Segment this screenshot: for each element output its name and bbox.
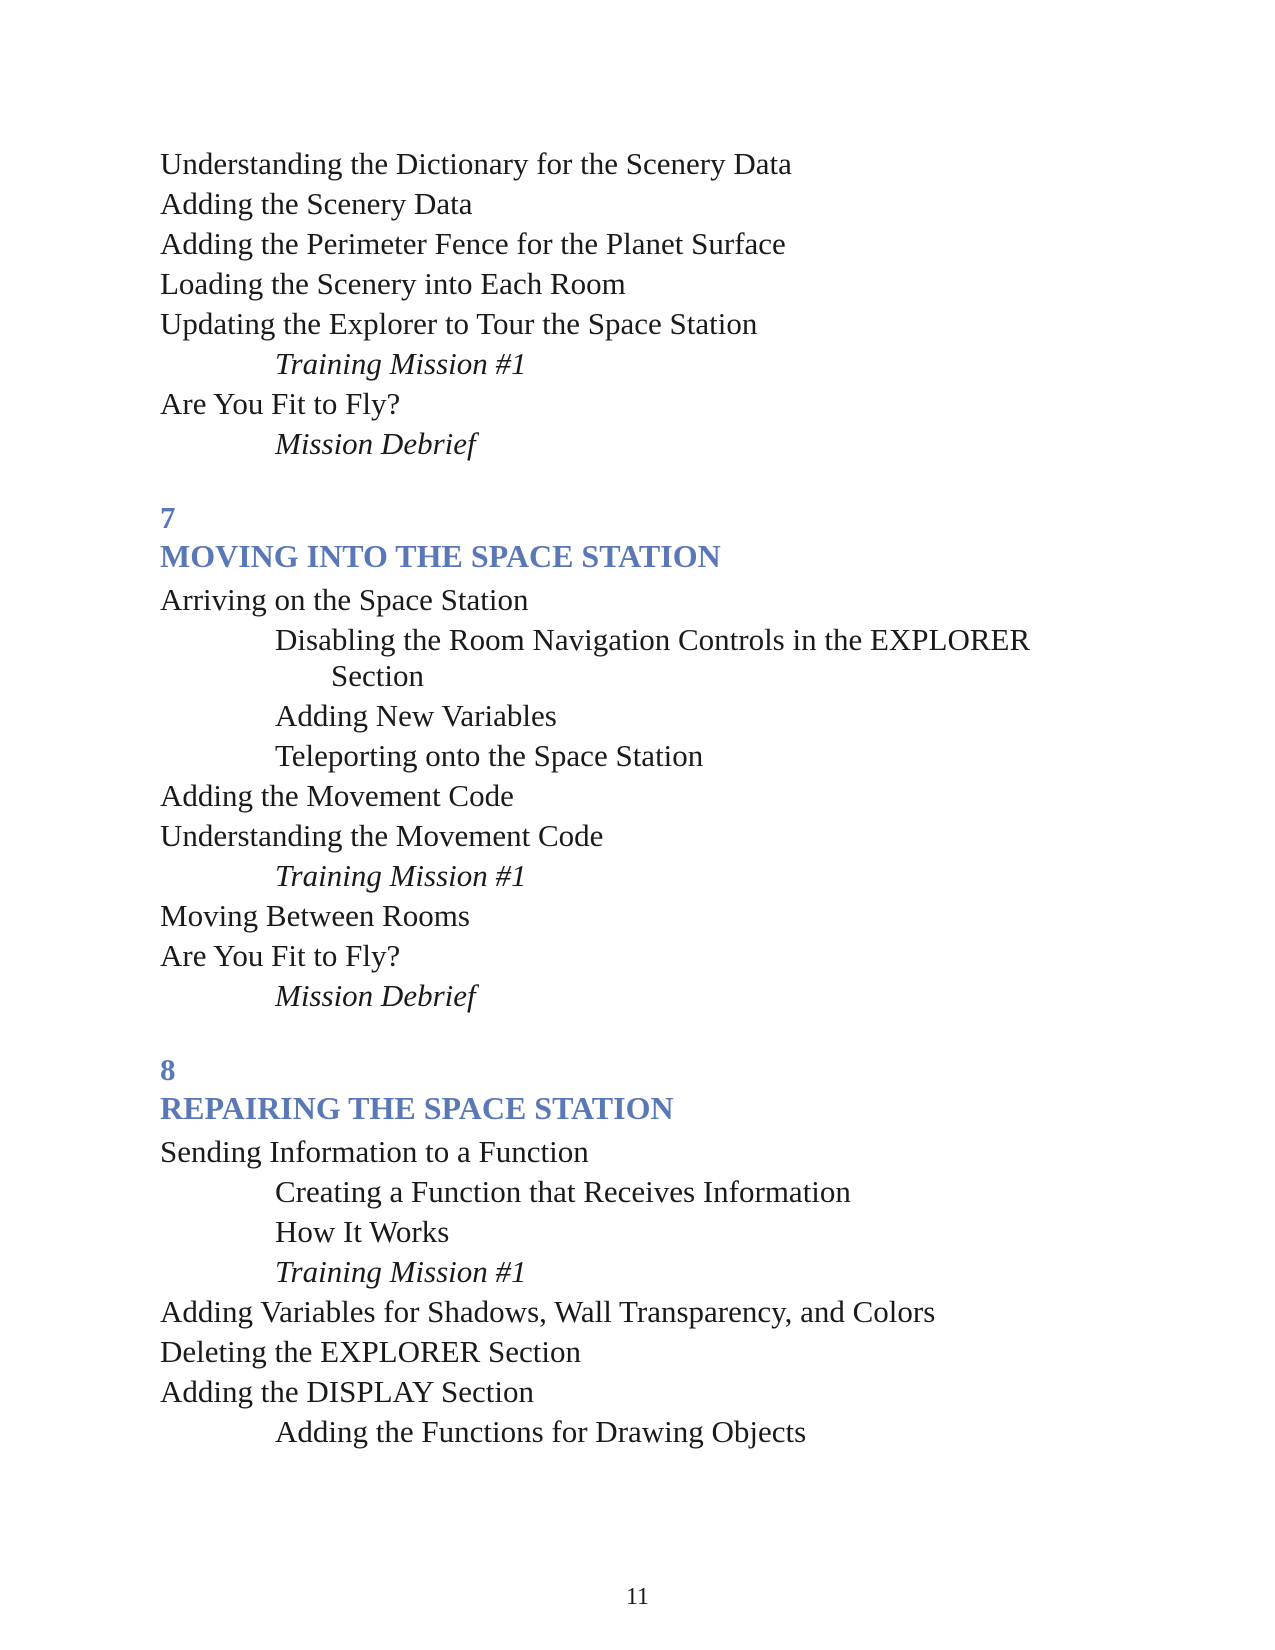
toc-subentry[interactable]: Adding New Variables	[275, 698, 557, 733]
chapter-title[interactable]: MOVING INTO THE SPACE STATION	[160, 538, 721, 574]
page-number: 11	[625, 1584, 650, 1610]
toc-entry[interactable]: Understanding the Dictionary for the Scenery Data	[160, 146, 792, 181]
chapter-8-heading	[160, 1052, 1160, 1128]
section-6-entries	[160, 144, 1160, 464]
toc-entry[interactable]: Adding the Perimeter Fence for the Planet Surface	[160, 226, 786, 261]
toc-subentry[interactable]: Training Mission #1	[275, 346, 527, 381]
chapter-title[interactable]: REPAIRING THE SPACE STATION	[160, 1090, 674, 1126]
table-of-contents	[160, 144, 1160, 1452]
chapter-8-entries	[160, 1132, 1160, 1452]
toc-subentry-line: Disabling the Room Navigation Controls in the EXPLORER	[275, 622, 1031, 657]
toc-entry[interactable]: Adding Variables for Shadows, Wall Transparency, and Colors	[160, 1294, 936, 1329]
toc-entry[interactable]: Sending Information to a Function	[160, 1134, 589, 1169]
chapter-7-heading	[160, 500, 1160, 576]
toc-entry[interactable]: Are You Fit to Fly?	[160, 386, 401, 421]
toc-subentry[interactable]: Creating a Function that Receives Information	[275, 1174, 851, 1209]
toc-subentry[interactable]: Adding the Functions for Drawing Objects	[275, 1414, 807, 1449]
toc-subentry[interactable]: Training Mission #1	[275, 1254, 527, 1289]
toc-entry[interactable]: Loading the Scenery into Each Room	[160, 266, 626, 301]
toc-entry[interactable]: Adding the DISPLAY Section	[160, 1374, 535, 1409]
toc-entry[interactable]: Updating the Explorer to Tour the Space Station	[160, 306, 758, 341]
toc-entry[interactable]: Adding the Movement Code	[160, 778, 514, 813]
toc-subentry-line-continued: Section	[331, 658, 424, 693]
chapter-7-entries	[160, 580, 1160, 1016]
toc-subentry[interactable]: Teleporting onto the Space Station	[275, 738, 704, 773]
toc-subentry[interactable]: Training Mission #1	[275, 858, 527, 893]
toc-subentry[interactable]: Mission Debrief	[275, 978, 476, 1013]
toc-entry[interactable]: Adding the Scenery Data	[160, 186, 473, 221]
toc-entry[interactable]: Are You Fit to Fly?	[160, 938, 401, 973]
chapter-number: 8	[160, 1052, 176, 1087]
toc-entry[interactable]: Arriving on the Space Station	[160, 582, 529, 617]
toc-entry[interactable]: Deleting the EXPLORER Section	[160, 1334, 582, 1369]
chapter-number: 7	[160, 500, 176, 535]
toc-subentry[interactable]: Mission Debrief	[275, 426, 476, 461]
toc-subentry[interactable]: How It Works	[275, 1214, 450, 1249]
toc-entry[interactable]: Understanding the Movement Code	[160, 818, 604, 853]
toc-subentry[interactable]	[160, 622, 1160, 694]
toc-entry[interactable]: Moving Between Rooms	[160, 898, 470, 933]
